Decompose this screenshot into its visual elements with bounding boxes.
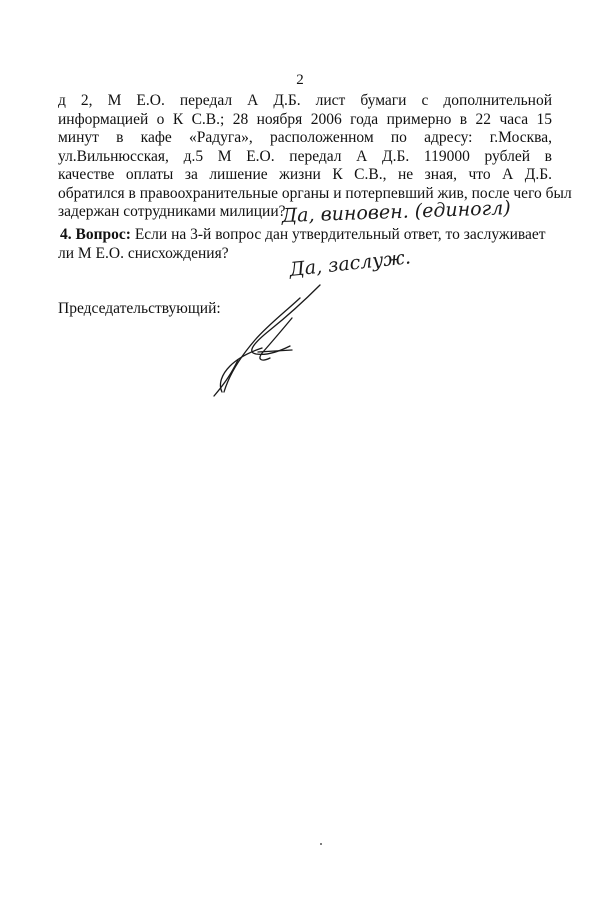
question4-line2: ли М Е.О. снисхождения? [58,244,229,262]
question4 [58,226,552,263]
question4-text: Если на 3-й вопрос дан утвердительный ответ, то заслуживает [130,226,546,243]
text-line: информацией о К С.В.; 28 ноября 2006 года примерно в 22 часа 15 [58,110,552,128]
text-line: д 2, М Е.О. передал А Д.Б. лист бумаги с дополнительной [58,92,552,109]
signature [214,285,320,396]
text-line: задержан сотрудниками милиции? [58,203,286,220]
text-line: ул.Вильнюсская, д.5 М Е.О. передал А Д.Б. 119000 рублей в [58,147,552,165]
scan-speck [320,843,322,845]
question3-continuation [58,92,572,222]
question4-line1 [58,226,552,245]
handwritten-answer-3: Да, виновен. (единогл) [281,197,512,227]
question4-label: 4. Вопрос: [60,226,131,243]
handwritten-answer-4: Да, заслуж. [288,246,412,281]
text-line: минут в кафе «Радуга», расположенном по адресу: г.Москва, [58,129,552,146]
text-line: обратился в правоохранительные органы и потерпевший жив, после чего был [58,184,572,202]
text-line: качестве оплаты за лишение жизни К С.В., не зная, что А Д.Б. [58,166,552,183]
chair-label: Председательствующий: [58,300,221,317]
page-number: 2 [296,72,304,88]
